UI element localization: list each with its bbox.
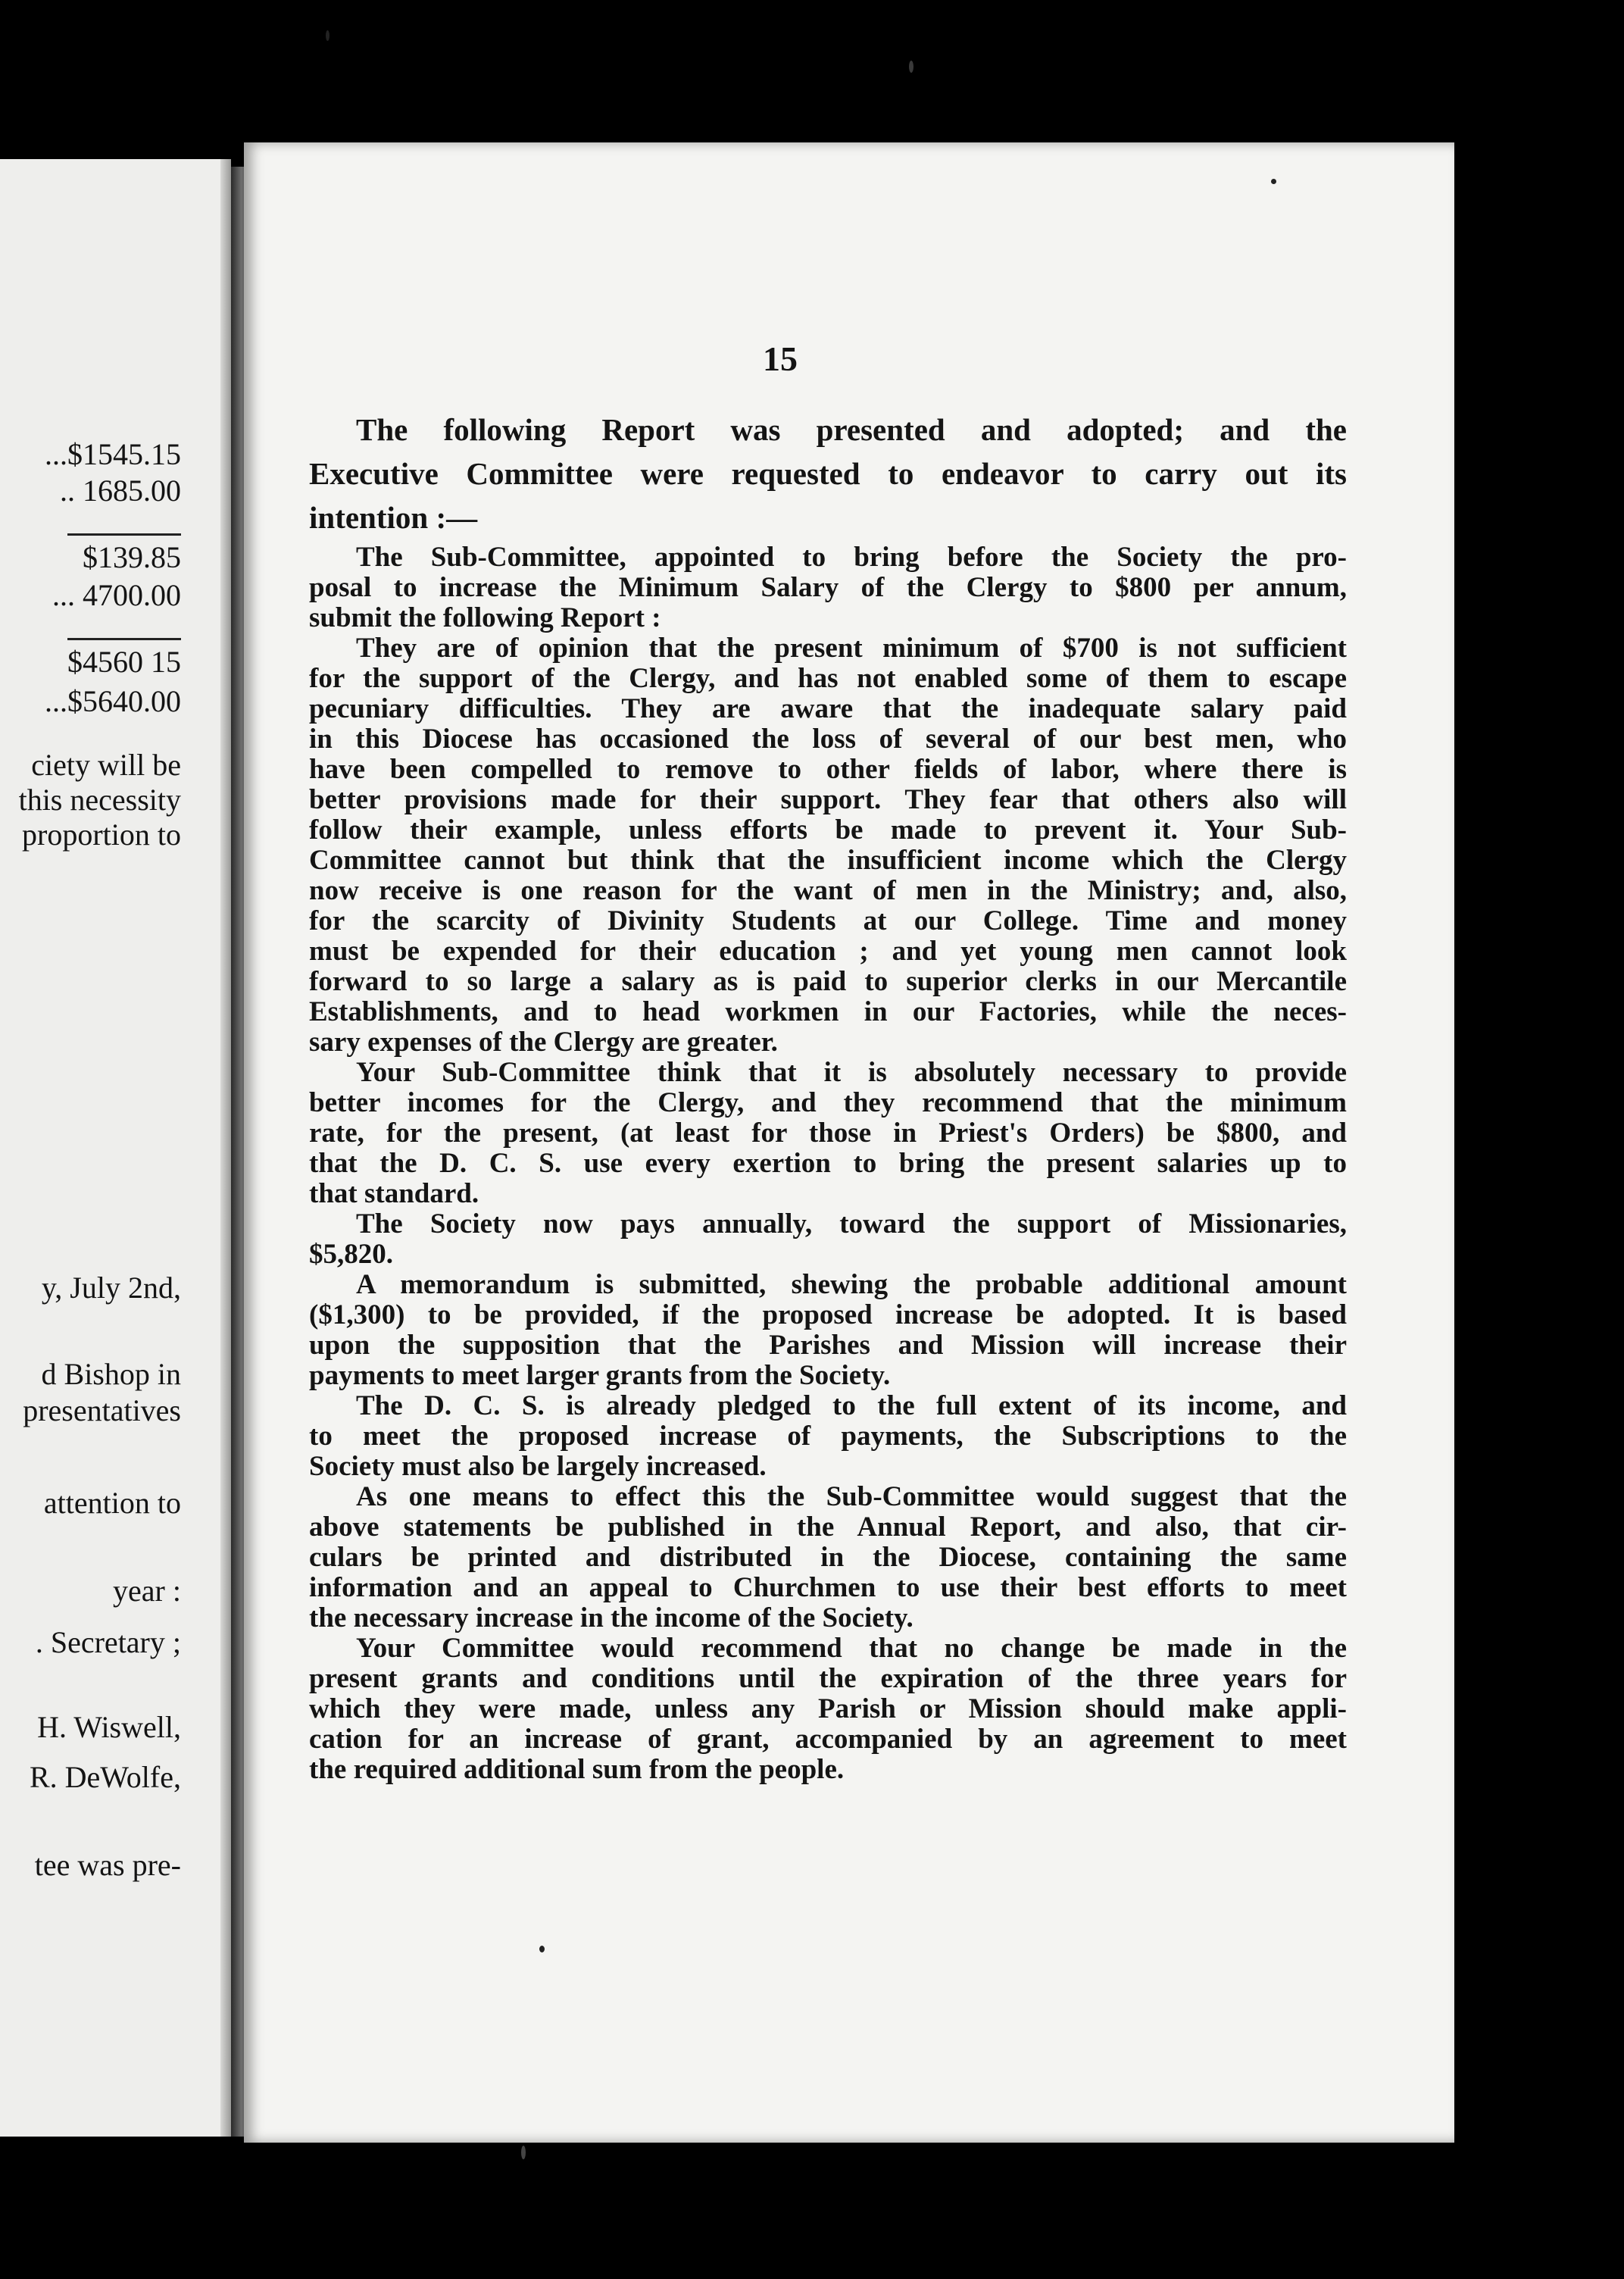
left-page-line: H. Wiswell, (37, 1710, 181, 1744)
report-line: payments to meet larger grants from the Society. (309, 1360, 891, 1391)
report-line: above statements be published in the Annual Report, and also, that cir- (309, 1512, 1347, 1543)
left-facing-page (0, 159, 231, 2137)
background-speck (521, 2146, 526, 2159)
report-line: Committee cannot but think that the insufficient income which the Clergy (309, 845, 1347, 876)
left-page-line: R. DeWolfe, (29, 1760, 181, 1794)
report-line: Your Committee would recommend that no change be made in the (356, 1633, 1347, 1664)
report-line: Your Sub-Committee think that it is absolutely necessary to provide (356, 1057, 1347, 1088)
report-line: Establishments, and to head workmen in our Factories, while the neces- (309, 996, 1347, 1027)
left-page-line: presentatives (23, 1393, 181, 1427)
report-line: to meet the proposed increase of payments, the Subscriptions to the (309, 1421, 1347, 1452)
paper-speck (539, 1946, 545, 1952)
report-line: better incomes for the Clergy, and they recommend that the minimum (309, 1087, 1347, 1118)
left-page-gutter (220, 159, 231, 2137)
report-line: The D. C. S. is already pledged to the full extent of its income, and (356, 1390, 1347, 1421)
background-speck (326, 30, 329, 41)
left-page-line: year : (113, 1574, 181, 1608)
report-line: the required additional sum from the people. (309, 1754, 845, 1785)
left-page-line: attention to (43, 1486, 181, 1520)
left-page-line: $139.85 (83, 540, 181, 574)
report-line: the necessary increase in the income of the Society. (309, 1602, 914, 1633)
sum-rule (67, 533, 181, 536)
report-line: that the D. C. S. use every exertion to bring the present salaries up to (309, 1148, 1347, 1179)
report-line: Society must also be largely increased. (309, 1451, 767, 1482)
report-line: cation for an increase of grant, accompanied by an agreement to meet (309, 1724, 1347, 1755)
report-line: posal to increase the Minimum Salary of the Clergy to $800 per annum, (309, 572, 1347, 603)
report-line: ($1,300) to be provided, if the proposed increase be adopted. It is based (309, 1299, 1347, 1330)
left-page-line: ...$1545.15 (45, 437, 181, 471)
left-page-line: y, July 2nd, (41, 1271, 181, 1305)
left-page-line: ciety will be (31, 748, 181, 782)
report-line: have been compelled to remove to other fields of labor, where there is (309, 754, 1347, 785)
report-line: forward to so large a salary as is paid to superior clerks in our Mercantile (309, 966, 1347, 997)
report-line: which they were made, unless any Parish or Mission should make appli- (309, 1693, 1347, 1724)
paper-speck (1271, 179, 1276, 184)
left-page-line: proportion to (22, 818, 181, 852)
report-line: sary expenses of the Clergy are greater. (309, 1027, 778, 1058)
left-page-line: this necessity (18, 783, 181, 817)
report-line: present grants and conditions until the expiration of the three years for (309, 1663, 1347, 1694)
intro-line: The following Report was presented and adopted; and the (356, 412, 1347, 447)
intro-line: intention :— (309, 500, 478, 535)
report-line: $5,820. (309, 1239, 393, 1270)
sum-rule (67, 638, 181, 640)
background-speck (909, 61, 914, 73)
left-page-line: $4560 15 (67, 645, 181, 679)
report-line: rate, for the present, (at least for those in Priest's Orders) be $800, and (309, 1118, 1347, 1149)
left-page-line: d Bishop in (41, 1357, 181, 1391)
report-line: They are of opinion that the present minimum of $700 is not sufficient (356, 633, 1347, 664)
report-line: in this Diocese has occasioned the loss of several of our best men, who (309, 724, 1347, 755)
main-page (244, 142, 1454, 2143)
report-line: better provisions made for their support. They fear that others also will (309, 784, 1347, 815)
report-line: now receive is one reason for the want of men in the Ministry; and, also, (309, 875, 1347, 906)
left-page-line: .. 1685.00 (60, 474, 181, 508)
report-line: follow their example, unless efforts be made to prevent it. Your Sub- (309, 814, 1347, 846)
page-number: 15 (763, 339, 798, 378)
report-line: A memorandum is submitted, shewing the probable additional amount (356, 1269, 1347, 1300)
report-line: for the support of the Clergy, and has not enabled some of them to escape (309, 663, 1347, 694)
left-page-line: . Secretary ; (35, 1625, 181, 1659)
intro-line: Executive Committee were requested to endeavor to carry out its (309, 456, 1347, 491)
report-line: The Society now pays annually, toward the support of Missionaries, (356, 1208, 1347, 1240)
report-line: that standard. (309, 1178, 479, 1209)
report-line: must be expended for their education ; and yet young men cannot look (309, 936, 1347, 967)
report-line: The Sub-Committee, appointed to bring before the Society the pro- (356, 542, 1347, 573)
left-page-line: ... 4700.00 (52, 578, 181, 612)
report-line: submit the following Report : (309, 602, 661, 633)
left-page-line: tee was pre- (34, 1848, 181, 1882)
report-line: pecuniary difficulties. They are aware that the inadequate salary paid (309, 693, 1347, 724)
report-line: upon the supposition that the Parishes and Mission will increase their (309, 1330, 1347, 1361)
report-line: culars be printed and distributed in the Diocese, containing the same (309, 1542, 1347, 1573)
left-page-line: ...$5640.00 (45, 684, 181, 718)
report-line: for the scarcity of Divinity Students at our College. Time and money (309, 905, 1347, 936)
report-line: information and an appeal to Churchmen to use their best efforts to meet (309, 1572, 1347, 1603)
report-text (309, 408, 1347, 1785)
report-line: As one means to effect this the Sub-Committee would suggest that the (356, 1481, 1347, 1512)
